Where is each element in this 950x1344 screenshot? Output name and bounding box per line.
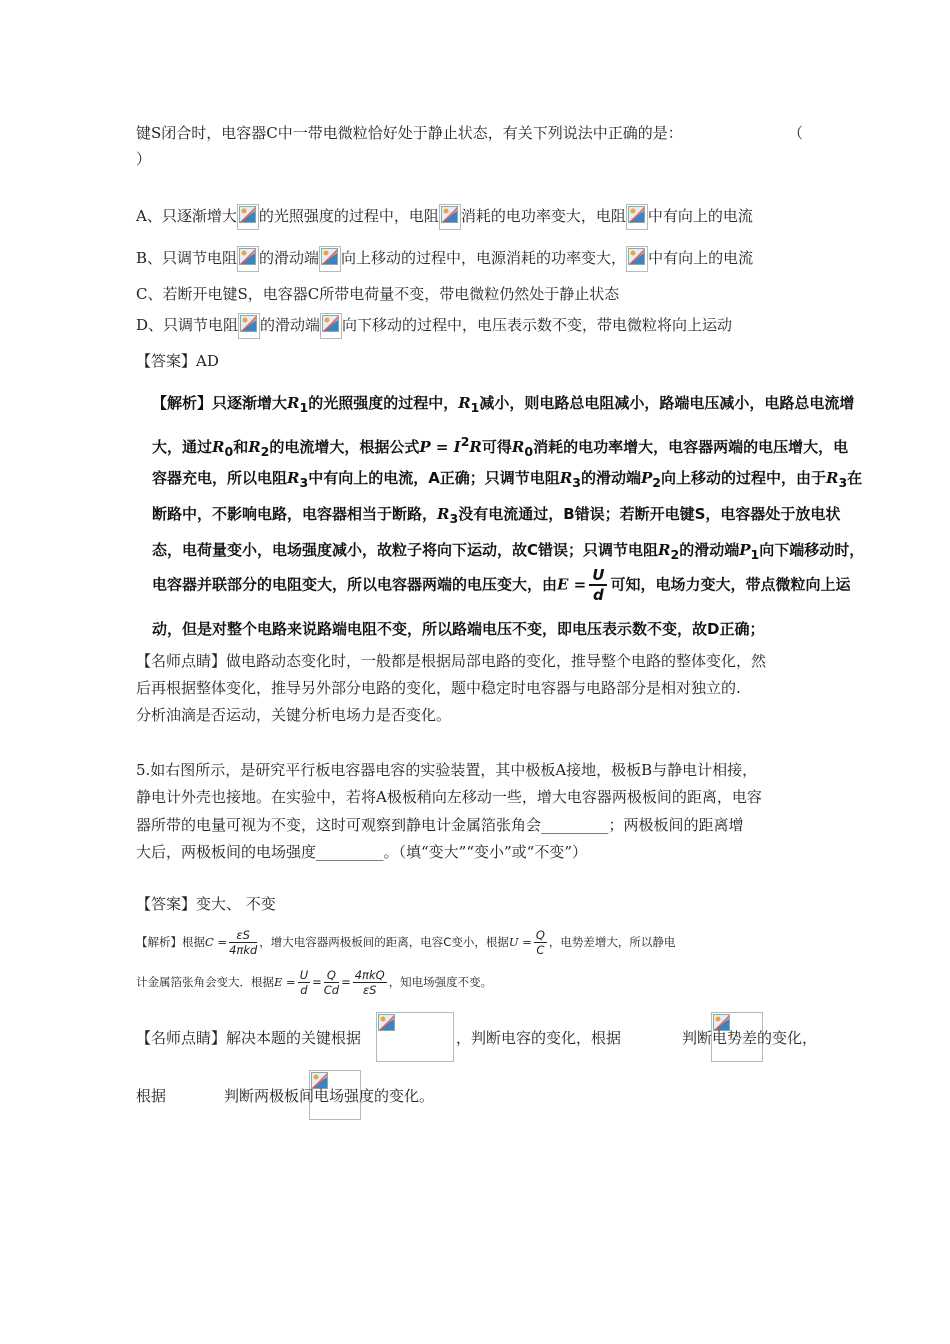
analysis-1-line-1: 【解析】只逐渐增大$R_1$的光照强度的过程中，$R_1$减小，则电路总电阻减小，路端电压减小，电路总电流增 bbox=[152, 394, 855, 415]
option-a-text-3: 消耗的电功率变大，电阻 bbox=[460, 207, 626, 225]
broken-image-icon bbox=[237, 204, 259, 230]
broken-image-icon bbox=[238, 313, 260, 339]
q5-line-3: 器所带的电量可视为不变，这时可观察到静电计金属箔张角会_________；两极板间的距离增 bbox=[136, 816, 744, 834]
formula-image-1 bbox=[376, 1012, 454, 1062]
option-b bbox=[136, 246, 753, 272]
analysis-2-line-2: 计金属箔张角会变大．根据E = $\frac{U}{d}$ = $\frac{Q}{Cd}$ = $\frac{\text{4πkQ}}{\varepsilon S}$ ，知电场强度不变。 bbox=[136, 968, 493, 997]
option-d bbox=[136, 313, 732, 339]
tip-2-line-2: 根据 bbox=[136, 1087, 167, 1105]
tip-1-line-2: 后再根据整体变化，推导另外部分电路的变化，题中稳定时电容器与电路部分是相对独立的. bbox=[136, 679, 741, 697]
option-d-text-3: 向下移动的过程中，电压表示数不变，带电微粒将向上运动 bbox=[342, 316, 733, 334]
analysis-1-line-6: 电容器并联部分的电阻变大，所以电容器两端的电压变大，由E = $\frac{U}{d}$ 可知，电场力变大，带点微粒向上运 bbox=[152, 566, 851, 604]
fraction-q-over-c: $\frac{Q}{C}$ bbox=[535, 928, 545, 957]
tip-2-text-5: 判断两极板间电场强度的变化。 bbox=[224, 1087, 435, 1105]
tip-1-line-3: 分析油滴是否运动，关键分析电场力是否变化。 bbox=[136, 706, 452, 724]
paren-close: ） bbox=[136, 150, 152, 168]
option-b-text-3: 向上移动的过程中，电源消耗的功率变大， bbox=[341, 249, 627, 267]
intro-line: 键S闭合时，电容器C中一带电微粒恰好处于静止状态，有关下列说法中正确的是： bbox=[136, 124, 683, 142]
broken-image-icon bbox=[439, 204, 461, 230]
option-a bbox=[136, 204, 753, 230]
q5-line-4: 大后，两极板间的电场强度_________。（填“变大”“变小”或“不变”） bbox=[136, 843, 588, 861]
option-b-text-4: 中有向上的电流 bbox=[648, 249, 754, 267]
fraction-field-strength: $\frac{\text{4πkQ}}{\varepsilon S}$ bbox=[354, 968, 385, 997]
option-b-text-1: B、只调节电阻 bbox=[136, 249, 238, 267]
option-a-text-2: 的光照强度的过程中，电阻 bbox=[258, 207, 439, 225]
q5-line-1: 5.如右图所示，是研究平行板电容器电容的实验装置，其中极板A接地，极板B与静电计相接， bbox=[136, 761, 758, 779]
option-d-text-1: D、只调节电阻 bbox=[136, 316, 239, 334]
answer-1: 【答案】AD bbox=[136, 352, 219, 370]
tip-2-text-2: ，判断电容的变化，根据 bbox=[456, 1029, 622, 1047]
fraction-capacitance: $\frac{\varepsilon S}{\text{4πkd}}$ bbox=[229, 928, 258, 957]
tip-1-line-1: 【名师点睛】做电路动态变化时，一般都是根据局部电路的变化，推导整个电路的整体变化，然 bbox=[136, 652, 767, 670]
analysis-1-line-3: 容器充电，所以电阻$R_3$中有向上的电流，A正确；只调节电阻$R_3$的滑动端$P_2$向上移动的过程中，由于$R_3$在 bbox=[152, 469, 863, 490]
broken-image-icon bbox=[320, 313, 342, 339]
fraction-u-over-d: $\frac{U}{d}$ bbox=[589, 566, 607, 604]
analysis-2-line-1: 【解析】根据C = $\frac{\varepsilon S}{\text{4πkd}}$ ，增大电容器两极板间的距离，电容C变小，根据U = $\frac{Q}{C}$ ，电势差增大，所以静电 bbox=[136, 928, 676, 957]
tip-2-line-1: 【名师点睛】解决本题的关键根据 bbox=[136, 1029, 362, 1047]
fraction-u-over-d-small: $\frac{U}{d}$ bbox=[299, 968, 309, 997]
broken-image-icon bbox=[626, 204, 648, 230]
analysis-1-line-2: 大，通过$R_0$和$R_2$的电流增大，根据公式$P = I^2R$可得$R_0$消耗的电功率增大，电容器两端的电压增大，电 bbox=[152, 434, 849, 459]
answer-2: 【答案】变大、 不变 bbox=[136, 895, 276, 913]
broken-image-icon bbox=[237, 246, 259, 272]
option-c: C、若断开电键S，电容器C所带电荷量不变，带电微粒仍然处于静止状态 bbox=[136, 285, 620, 303]
option-a-text-1: A、只逐渐增大 bbox=[136, 207, 237, 225]
option-d-text-2: 的滑动端 bbox=[260, 316, 321, 334]
fraction-q-over-cd: $\frac{Q}{Cd}$ bbox=[323, 968, 340, 997]
paren-open: （ bbox=[788, 124, 804, 142]
option-b-text-2: 的滑动端 bbox=[259, 249, 320, 267]
tip-2-text-3: 判断电势差的变化， bbox=[682, 1029, 818, 1047]
analysis-1-line-4: 断路中，不影响电路，电容器相当于断路，$R_3$没有电流通过，B错误；若断开电键S，电容器处于放电状 bbox=[152, 505, 841, 526]
broken-image-icon bbox=[319, 246, 341, 272]
broken-image-icon bbox=[626, 246, 648, 272]
analysis-1-line-7: 动，但是对整个电路来说路端电阻不变，所以路端电压不变，即电压表示数不变，故D正确； bbox=[152, 620, 765, 638]
q5-line-2: 静电计外壳也接地。在实验中，若将A极板稍向左移动一些，增大电容器两极板间的距离，电容 bbox=[136, 788, 762, 806]
analysis-1-line-5: 态，电荷量变小，电场强度减小，故粒子将向下运动，故C错误；只调节电阻$R_2$的滑动端$P_1$向下端移动时， bbox=[152, 541, 865, 562]
option-a-text-4: 中有向上的电流 bbox=[647, 207, 753, 225]
